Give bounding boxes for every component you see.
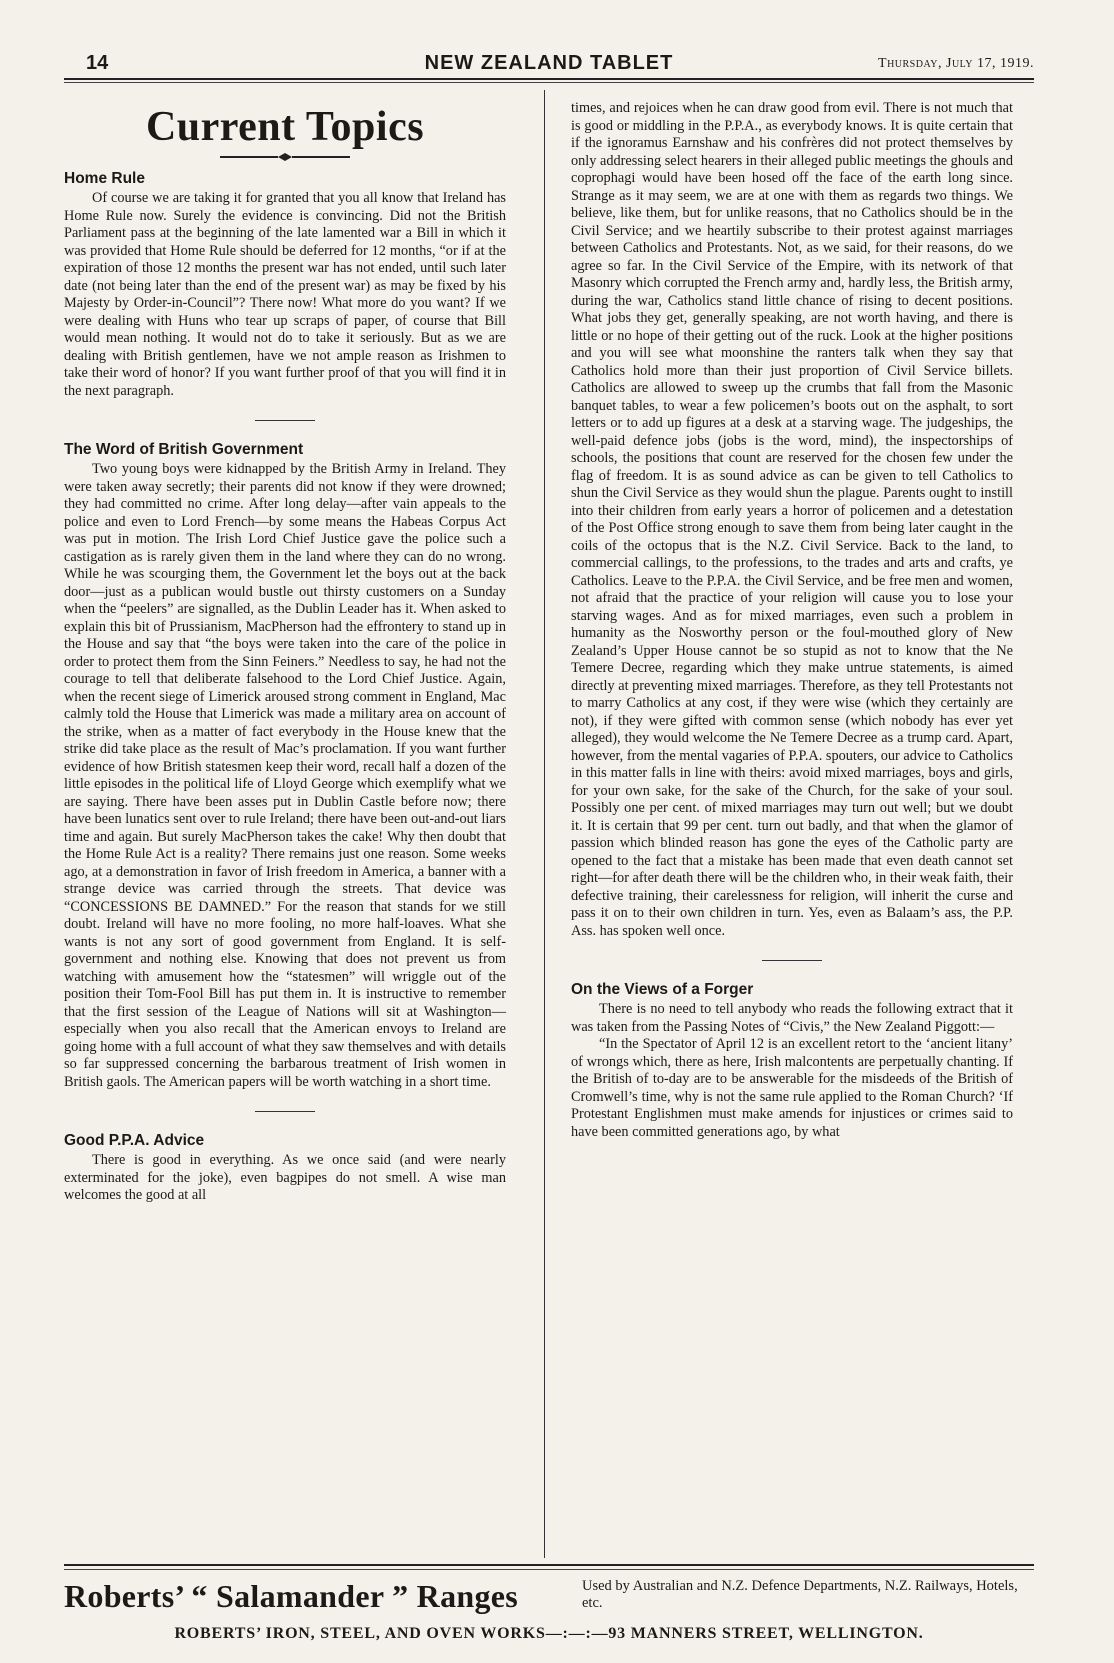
advertisement-rule-thin [64, 1569, 1034, 1570]
masthead: NEW ZEALAND TABLET [424, 52, 674, 74]
page-number: 14 [86, 52, 109, 74]
advertisement-name: Roberts’ “ Salamander ” Ranges [64, 1578, 519, 1614]
article-heading-views-of-a-forger: On the Views of a Forger [571, 981, 754, 998]
article-separator [255, 420, 315, 421]
section-title: Current Topics [145, 104, 425, 150]
article-paragraph: There is no need to tell anybody who reads the following extract that it was taken from the Passing Notes of “Civis,” the New Zealand Piggott:— [571, 1001, 1013, 1035]
running-header [64, 52, 1034, 78]
article-paragraph: Of course we are taking it for granted that you all know that Ireland has Home Rule now. Surely the evidence is convincing. Did not the British Parliament pass at the beginning of the late lamented war a Bill in which it was provided that Home Rule should be deferred for 12 months, “or if at the expiration of those 12 months the present war has not ended, until such later date (not being later than the end of the present war) as may be fixed by his Majesty by Order-in-Council”? There now! What more do you want? If we were dealing with Huns who tear up scraps of paper, of course that Bill would mean nothing. It would not do to take it seriously. But as we are dealing with British gentlemen, have we not ample reason as Irishmen to take their word of honor? If you want further proof of that you will find it in the next paragraph. [64, 190, 506, 399]
advertisement-used-by: Used by Australian and N.Z. Defence Departments, N.Z. Railways, Hotels, etc. [582, 1578, 1018, 1611]
section-title-block [64, 104, 506, 162]
header-rule-thin [64, 82, 1034, 83]
article-separator [255, 1111, 315, 1112]
article-paragraph: “In the Spectator of April 12 is an excellent retort to the ‘ancient litany’ of wrongs which, there as here, Irish malcontents are perpetually chanting. If the British of to-day are to be answerable for the misdeeds of the British of Cromwell’s time, why is not the same rule applied to the Roman Church? ‘If Protestant Englishmen must make amends for injustices or crimes said to have been committed generations ago, by what [571, 1036, 1013, 1140]
article-continuation: times, and rejoices when he can draw good from evil. There is not much that is good or middling in the P.P.A., as everybody knows. It is quite certain that if the ignoramus Earnshaw and his confrères did not protect themselves by only addressing select hearers in their alleged public meetings the ghouls and coprophagi would have been hosed off the face of the earth long since. Strange as it may seem, we are at one with them as regards two things. We believe, like them, but for unlike reasons, that no Catholics should be in the Civil Service; and we heartily subscribe to their protest against marriages between Catholics and Protestants. Not, as we said, for their reasons, do we agree so far. In the Civil Service of the Empire, with its network of that Masonry which corrupted the French army and, hardly less, the British army, during the war, Catholics stand little chance of rising to decent positions. What jobs they get, generally speaking, are not worth having, and there is little or no hope of their getting out of the ruck. Look at the higher positions and you will see what moonshine the ranters talk when they say that Catholics hold more than their just proportion of Civil Service billets. Catholics are allowed to sweep up the crumbs that fall from the Masonic banquet tables, to wear a few policemen’s boots out on the asphalt, to sort letters or to add up figures at a desk at a starving wage. The judgeships, the well-paid defence jobs (jobs is the word, mind), the inspectorships of schools, the positions that count are reserved for the chosen few under the flag of freedom. It is as sound advice as can be given to tell Catholics to shun the Civil Service as they would shun the plague. Parents ought to instill into their children from early years a horror of policemen and a detestation of the Post Office strong enough to save them from being later caught in the coils of the octopus that is the N.Z. Civil Service. Back to the land, to commercial callings, to the professions, to the trades and arts and crafts, ye Catholics. Leave to the P.P.A. the Civil Service, and be free men and women, not afraid that the practice of your religion will cause you to lose your starving wages. And as for mixed marriages, even such a problem in humanity as the Nosworthy person or the foul-mouthed glory of New Zealand’s Upper House cannot be so stupid as not to know that the Ne Temere Decree, regarding which they make untrue statements, is aimed directly at preventing mixed marriages. Therefore, as they tell Protestants not to marry Catholics at any cost, if they were wise (which they certainly are not), if they were gifted with common sense (which nobody has ever yet alleged), they would welcome the Ne Temere Decree as a trump card. Apart, however, from the mental vagaries of P.P.A. spouters, our advice to Catholics in this matter falls in line with theirs: avoid mixed marriages, boys and girls, for your own sake, for the sake of the Church, for the sake of your soul. Possibly one per cent. of mixed marriages may turn out well; but we doubt it. It is certain that 99 per cent. turn out badly, and that when the glamor of passion which blinded reason has gone the eyes of the Catholic party are opened to the fact that a mistake has been made that even death cannot set right—for after death there will be the children who, in their weak faith, their defective training, their carelessness for religion, will inherit the curse and pass it on to their own children in turn. Yes, even as Balaam’s ass, the P.P. Ass. has spoken well once. [571, 100, 1014, 939]
article-paragraph: Two young boys were kidnapped by the British Army in Ireland. They were taken away secretly; their parents did not know if they were drowned; they had committed no crime. After long delay—after vain appeals to the police and even to Lord French—by some means the Habeas Corpus Act was put in motion. The Irish Lord Chief Justice gave the police such a castigation as is rarely given them in the land where they can do no wrong. While he was scourging them, the Government let the boys out at the back door—just as a publican would bustle out thirsty customers on a Sunday when the “peelers” are signalled, as the Dublin Leader has it. When asked to explain this bit of Prussianism, MacPherson had the effrontery to stand up in the House and say that “the boys were taken into the care of the police in order to protect them from the Sinn Feiners.” Needless to say, he had not the courage to tell that deliberate falsehood to the Lord Chief Justice. Again, when the recent siege of Limerick aroused strong comment in England, Mac calmly told the House that Limerick was made a military area on account of the strike, when as a matter of fact everybody in the House knew that the strike did take place as the result of Mac’s proclamation. If you want further evidence of how British statesmen keep their word, recall half a dozen of the little episodes in the political life of Lloyd George which exemplify what we are saying. There have been asses put in Dublin Castle before now; there have been lunatics sent over to rule Ireland; there have been out-and-out liars time and again. But surely MacPherson takes the cake! Why then doubt that the Home Rule Act is a reality? There remains just one reason. Some weeks ago, at a demonstration in favor of Irish freedom in America, a banner with a strange device was carried through the streets. That device was “CONCESSIONS BE DAMNED.” For the reason that stands for we still doubt. Ireland will have no more fooling, no more half-loaves. What she wants is not any sort of good government from England. It is self-government and nothing else. Knowing that does not prevent us from watching with amusement how the “statesmen” will wriggle out of the position their Tom-Fool Bill has put them in. It is instructive to remember that the first session of the League of Nations will sit at Washington—especially when you also recall that the American envoys to Ireland are going home with a full account of what they saw themselves and with details so far suppressed concerning the barbarous treatment of Irish women in British gaols. The American papers will be worth watching in a short time. [64, 461, 506, 1090]
article-heading-word-of-british-government: The Word of British Government [64, 441, 304, 458]
article-heading-good-ppa-advice: Good P.P.A. Advice [64, 1132, 205, 1149]
article-paragraph: There is good in everything. As we once said (and were nearly exterminated for the joke), even bagpipes do not smell. A wise man welcomes the good at all [64, 1152, 506, 1203]
header-rule [64, 78, 1034, 80]
column-divider [544, 90, 545, 1558]
advertisement-rule [64, 1564, 1034, 1566]
title-ornament [220, 152, 350, 162]
column-right [571, 100, 1013, 1141]
article-separator [762, 960, 822, 961]
column-left [64, 100, 506, 1205]
dateline: Thursday, July 17, 1919. [878, 56, 1034, 71]
article-heading-home-rule: Home Rule [64, 170, 145, 187]
advertisement-works-address: ROBERTS’ IRON, STEEL, AND OVEN WORKS—:—:—93 MANNERS STREET, WELLINGTON. [174, 1625, 924, 1642]
